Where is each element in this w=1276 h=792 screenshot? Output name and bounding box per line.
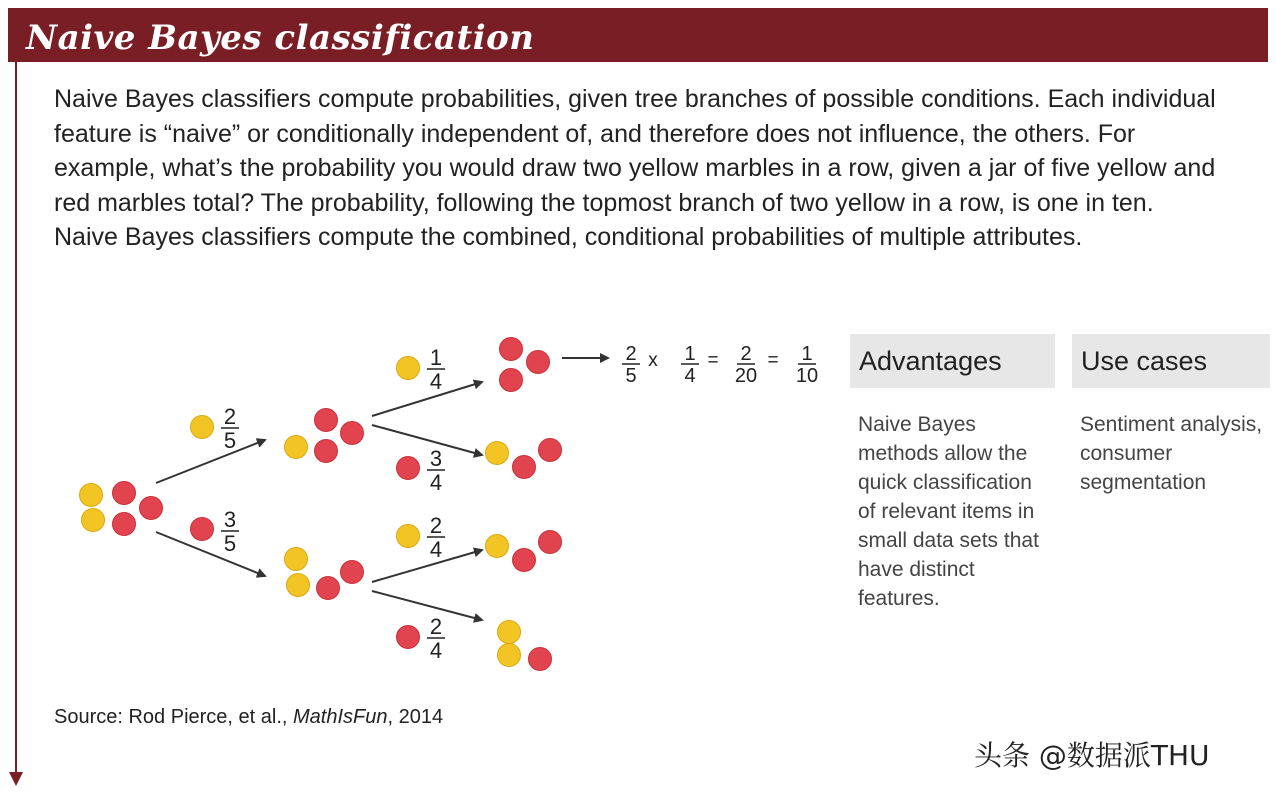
fraction-denominator: 5: [625, 365, 637, 387]
advantages-heading: Advantages: [850, 334, 1055, 388]
fraction: [427, 614, 445, 663]
red-marble: [527, 351, 550, 374]
red-marble: [500, 338, 523, 361]
page-title: Naive Bayes classification: [26, 18, 535, 58]
fraction: [221, 507, 239, 556]
red-marble: [500, 369, 523, 392]
red-marble: [397, 457, 420, 480]
fraction-numerator: 1: [801, 343, 813, 365]
probability-tree-diagram: [60, 320, 830, 700]
arrows-group: [156, 358, 608, 620]
source-citation: [54, 706, 443, 729]
fraction-denominator: 10: [795, 365, 819, 387]
advantages-text: Naive Bayes methods allow the quick classification of relevant items in small data sets that have distinct features.: [858, 413, 1039, 610]
fraction-denominator: 5: [223, 428, 237, 453]
yellow-marble: [498, 621, 521, 644]
fraction-denominator: 4: [429, 369, 443, 394]
fraction-numerator: 3: [429, 446, 443, 471]
yellow-marble: [285, 548, 308, 571]
yellow-marble: [486, 442, 509, 465]
red-marble: [140, 497, 163, 520]
equals-sign-2: =: [767, 350, 779, 371]
fraction: [622, 343, 640, 387]
timeline-arrow-icon: [9, 772, 23, 786]
red-marble: [513, 456, 536, 479]
fraction-denominator: 20: [734, 365, 758, 387]
branch-arrow-top-top: [372, 382, 482, 416]
branch-arrow-bottom-bottom: [372, 591, 482, 620]
fraction-numerator: 1: [429, 345, 443, 370]
fraction-numerator: 2: [429, 614, 443, 639]
times-sign: x: [648, 350, 658, 371]
red-marble: [529, 648, 552, 671]
fraction: [796, 343, 818, 387]
header-bar: [8, 8, 1268, 62]
red-marble: [341, 422, 364, 445]
fraction-denominator: 5: [223, 531, 237, 556]
yellow-marble: [82, 509, 105, 532]
yellow-marble: [397, 357, 420, 380]
red-marble: [539, 439, 562, 462]
fraction-denominator: 4: [684, 365, 696, 387]
timeline-line: [15, 62, 17, 778]
fraction-numerator: 2: [223, 404, 237, 429]
fraction: [427, 446, 445, 495]
source-prefix: Source: Rod Pierce, et al.,: [54, 706, 294, 728]
fraction-numerator: 2: [625, 343, 637, 365]
fraction: [427, 345, 445, 394]
fraction-numerator: 1: [684, 343, 696, 365]
fraction: [735, 343, 757, 387]
yellow-marble: [285, 436, 308, 459]
watermark: 头条 @数据派THU: [974, 739, 1210, 772]
intro-paragraph: Naive Bayes classifiers compute probabilities, given tree branches of possible conditions. Each individual feature is “naive” or conditionally independent of, and therefore does not influence, the others. For example, what’s the probability you would draw two yellow marbles in a row, given a jar of five yellow and red marbles total? The probability, following the topmost branch of two yellow in a row, is one in ten. Naive Bayes classifiers compute the combined, conditional probabilities of multiple attributes.: [54, 85, 1216, 252]
use-cases-text: Sentiment analysis, consumer segmentation: [1080, 413, 1263, 494]
yellow-marble: [287, 574, 310, 597]
branch-arrow-bottom: [156, 532, 265, 576]
fraction-numerator: 3: [223, 507, 237, 532]
yellow-marble: [486, 535, 509, 558]
marbles-group: [80, 338, 562, 671]
red-marble: [191, 518, 214, 541]
fraction: [427, 513, 445, 562]
red-marble: [513, 549, 536, 572]
fraction-numerator: 2: [429, 513, 443, 538]
equals-sign-1: =: [707, 350, 719, 371]
fraction-denominator: 4: [429, 470, 443, 495]
yellow-marble: [80, 484, 103, 507]
fraction-numerator: 2: [740, 343, 752, 365]
red-marble: [315, 440, 338, 463]
fraction-denominator: 4: [429, 537, 443, 562]
yellow-marble: [498, 644, 521, 667]
yellow-marble: [397, 525, 420, 548]
fraction: [681, 343, 699, 387]
use-cases-heading: Use cases: [1072, 334, 1270, 388]
red-marble: [397, 626, 420, 649]
red-marble: [315, 409, 338, 432]
yellow-marble: [191, 416, 214, 439]
red-marble: [317, 577, 340, 600]
branch-arrow-bottom-top: [372, 550, 482, 582]
source-suffix: , 2014: [387, 706, 444, 728]
red-marble: [539, 531, 562, 554]
branch-arrow-top: [156, 440, 265, 483]
fraction: [221, 404, 239, 453]
source-publication: MathIsFun: [293, 706, 388, 728]
red-marble: [341, 561, 364, 584]
red-marble: [113, 482, 136, 505]
fraction-denominator: 4: [429, 638, 443, 663]
red-marble: [113, 513, 136, 536]
branch-arrow-top-bottom: [372, 425, 482, 455]
